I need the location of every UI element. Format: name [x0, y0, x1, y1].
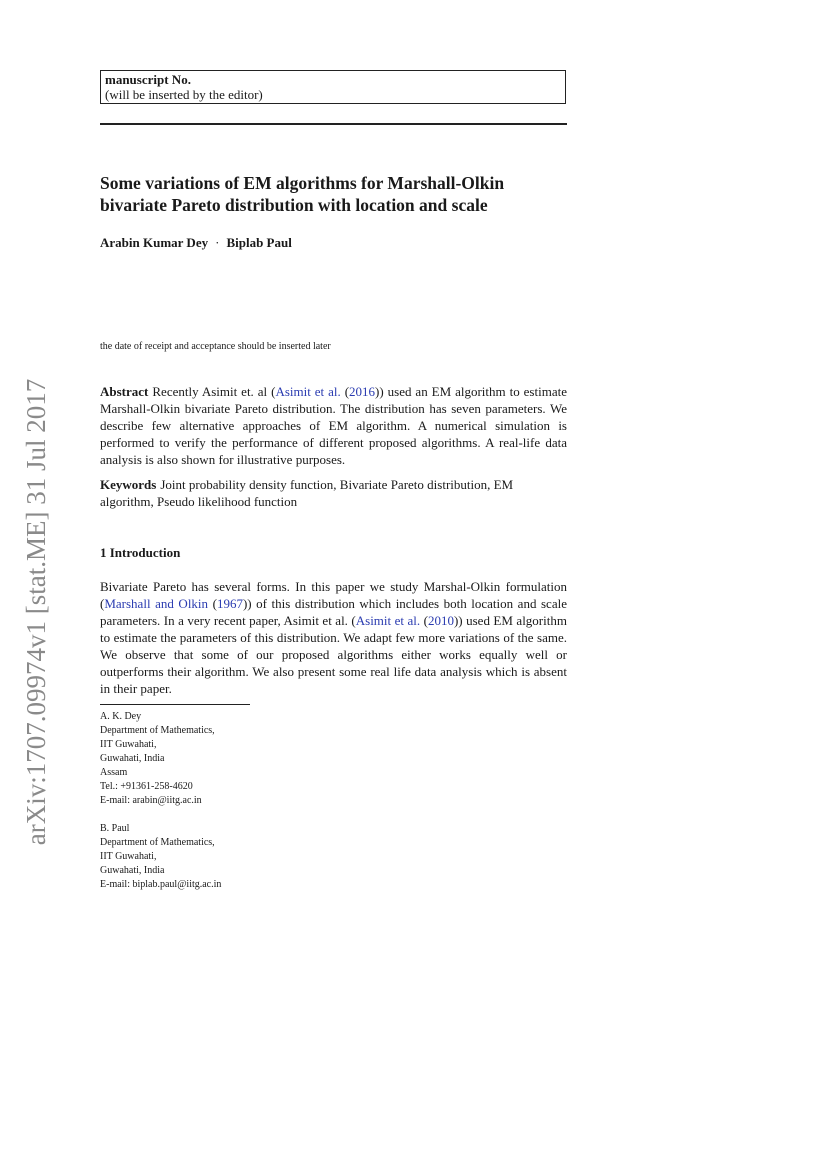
author-paul: Biplab Paul — [226, 235, 292, 250]
abstract-text: ( — [340, 384, 350, 399]
affiliation-line: Department of Mathematics, — [100, 837, 215, 848]
intro-text: ( — [208, 596, 217, 611]
affiliation-line: IIT Guwahati, — [100, 851, 157, 862]
intro-text: )) used EM algorithm to estimate the parameters of this distribution. We adapt few more variations of the same. We observe that some of our proposed algorithms either works equally well or outperforms their algorithm. We also present some real life data analysis which is absent in their paper. — [100, 613, 567, 696]
author-dey: Arabin Kumar Dey — [100, 235, 209, 250]
section-heading-introduction: 1 Introduction — [100, 545, 181, 560]
affiliation-phone: Tel.: +91361-258-4620 — [100, 781, 193, 792]
citation-year-2010[interactable]: 2010 — [427, 613, 454, 628]
citation-year-2016[interactable]: 2016 — [349, 384, 376, 399]
intro-text: )) of this distribution which includes both location and scale parameters. In a very recent paper, Asimit et al. ( — [100, 596, 567, 628]
keywords — [100, 476, 567, 510]
affiliation-email: E-mail: biplab.paul@iitg.ac.in — [100, 879, 222, 890]
affiliation-email: E-mail: arabin@iitg.ac.in — [100, 795, 202, 806]
affiliation-line: Department of Mathematics, — [100, 725, 215, 736]
header-rule — [100, 123, 567, 125]
manuscript-number-label: manuscript No. — [105, 72, 191, 87]
affiliation-paul — [100, 822, 400, 892]
affiliation-line: IIT Guwahati, — [100, 739, 157, 750]
title-line-2: bivariate Pareto distribution with location and scale — [100, 195, 488, 215]
author-separator: · — [215, 235, 220, 250]
keywords-label: Keywords — [100, 477, 157, 492]
abstract — [100, 383, 567, 468]
author-list — [100, 235, 292, 251]
affiliation-line: Assam — [100, 767, 128, 778]
intro-text: ( — [420, 613, 428, 628]
intro-text: Bivariate Pareto has several forms. In this paper we study Marshal-Olkin formulation ( — [100, 579, 567, 611]
affiliation-line: B. Paul — [100, 823, 130, 834]
introduction-paragraph — [100, 578, 567, 697]
arxiv-identifier: arXiv:1707.09974v1 [stat.ME] 31 Jul 2017 — [21, 378, 51, 846]
citation-link-asimit-2016[interactable]: Asimit et al. — [275, 384, 341, 399]
manuscript-editor-note: (will be inserted by the editor) — [105, 87, 263, 102]
citation-link-marshall-olkin[interactable]: Marshall and Olkin — [104, 596, 209, 611]
affiliation-dey — [100, 710, 400, 808]
abstract-label: Abstract — [100, 384, 149, 399]
citation-year-1967[interactable]: 1967 — [216, 596, 243, 611]
receipt-note: the date of receipt and acceptance should be inserted later — [100, 341, 331, 352]
affiliation-line: Guwahati, India — [100, 753, 165, 764]
manuscript-box — [100, 70, 566, 104]
citation-link-asimit-2010[interactable]: Asimit et al. — [355, 613, 421, 628]
affiliation-line: A. K. Dey — [100, 711, 142, 722]
footnote-rule — [100, 704, 250, 705]
keywords-text: Joint probability density function, Bivariate Pareto distribution, EM algorithm, Pseudo likelihood function — [100, 477, 514, 509]
affiliation-line: Guwahati, India — [100, 865, 165, 876]
title-line-1: Some variations of EM algorithms for Marshall-Olkin — [100, 173, 505, 193]
abstract-text: )) used an EM algorithm to estimate Marshall-Olkin bivariate Pareto distribution. The distribution has seven parameters. We describe few alternative approaches of EM algorithm. A numerical simulation is performed to verify the performance of different proposed algorithms. A real-life data analysis is also shown for illustrative purposes. — [100, 384, 567, 467]
paper-title — [100, 172, 580, 216]
abstract-text: Recently Asimit et. al ( — [152, 384, 276, 399]
